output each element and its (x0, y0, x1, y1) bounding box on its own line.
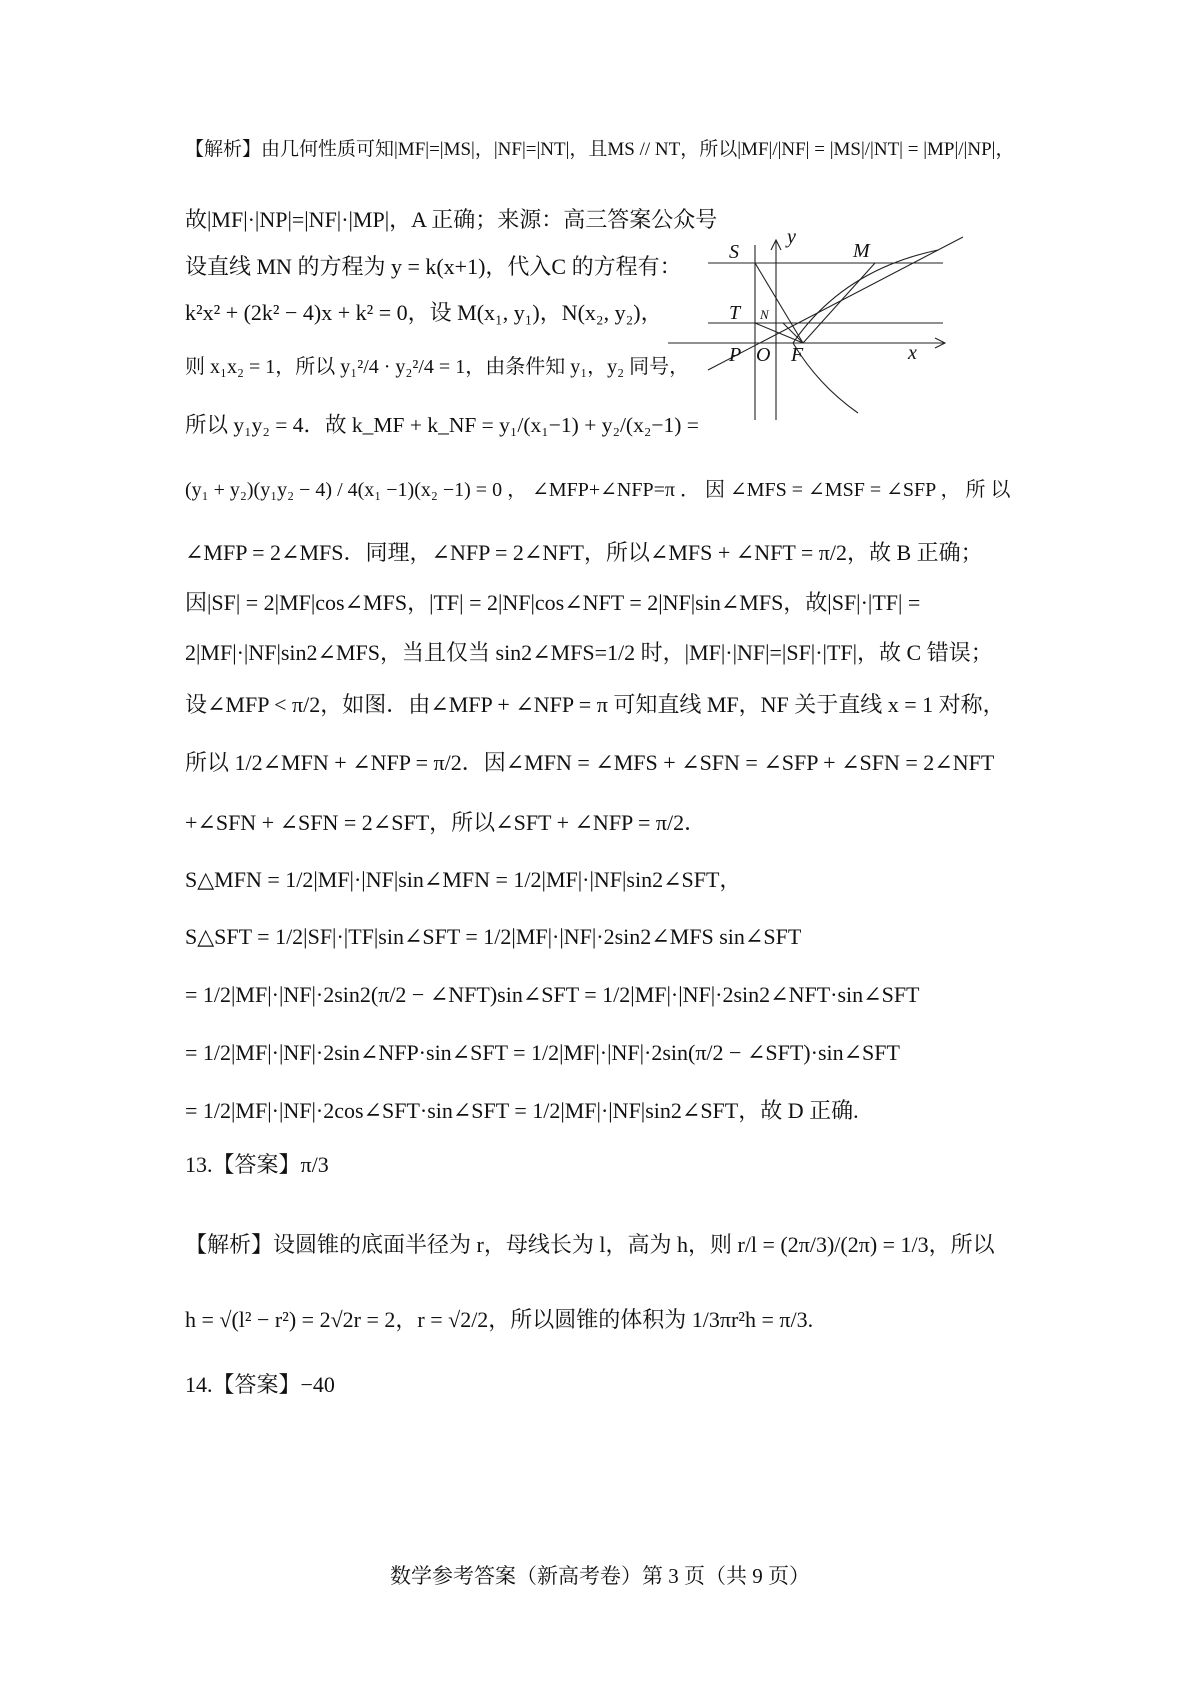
line-19 (185, 1230, 995, 1260)
line-6-text: (y₁ + y₂)(y₁y₂ − 4) / 4(x₁ −1)(x₂ −1) = 0 ， ∠MFP+∠NFP=π ． 因 ∠MFS = ∠MSF = ∠SFP ， 所 以 (185, 479, 1011, 501)
line-ft (755, 323, 803, 343)
line-17-text: = 1/2|MF|·|NF|·2cos∠SFT·sin∠SFT = 1/2|MF|·|NF|sin2∠SFT，故 D 正确. (185, 1098, 859, 1123)
line-9-text: 2|MF|·|NF|sin2∠MFS，当且仅当 sin2∠MFS=1/2 时，|MF|·|NF|=|SF|·|TF|，故 C 错误； (185, 640, 993, 665)
line-2 (185, 252, 682, 282)
line-0-text: 【解析】由几何性质可知|MF|=|MS|，|NF|=|NT|，且MS // NT，所以|MF|/|NF| = |MS|/|NT| = |MP|/|NP|， (185, 139, 1015, 160)
line-2-text: 设直线 MN 的方程为 y = k(x+1)，代入C 的方程有： (185, 254, 682, 279)
line-4-text: 则 x₁x₂ = 1，所以 y₁²/4 · y₂²/4 = 1，由条件知 y₁，y₂ 同号， (185, 356, 690, 378)
line-7-text: ∠MFP = 2∠MFS．同理，∠NFP = 2∠NFT，所以∠MFS + ∠NFT = π/2，故 B 正确； (185, 540, 983, 565)
line-5-text: 所以 y₁y₂ = 4．故 k_MF + k_NF = y₁/(x₁−1) + y₂/(x₂−1) = (185, 413, 699, 437)
line-5 (185, 410, 699, 440)
line-14 (185, 922, 801, 952)
label-p: P (729, 344, 742, 366)
parabola (793, 250, 938, 413)
line-20 (185, 1305, 813, 1335)
line-16 (185, 1038, 900, 1068)
line-11-text: 所以 1/2∠MFN + ∠NFP = π/2．因∠MFN = ∠MFS + ∠SFN = ∠SFP + ∠SFN = 2∠NFT (185, 750, 995, 775)
line-12-text: +∠SFN + ∠SFN = 2∠SFT，所以∠SFT + ∠NFP = π/2． (185, 810, 707, 835)
line-fs (755, 263, 803, 343)
line-21-text: 14.【答案】−40 (185, 1372, 335, 1397)
line-14-text: S△SFT = 1/2|SF|·|TF|sin∠SFT = 1/2|MF|·|NF|·2sin2∠MFS sin∠SFT (185, 924, 802, 949)
line-7 (185, 538, 983, 568)
page-footer: 数学参考答案（新高考卷）第 3 页（共 9 页） (390, 1564, 810, 1588)
line-8-text: 因|SF| = 2|MF|cos∠MFS，|TF| = 2|NF|cos∠NFT = 2|NF|sin∠MFS，故|SF|·|TF| = (185, 590, 921, 615)
label-n: N (760, 307, 769, 322)
label-t: T (729, 302, 741, 324)
label-m: M (853, 240, 870, 262)
line-17 (185, 1096, 859, 1126)
line-16-text: = 1/2|MF|·|NF|·2sin∠NFP·sin∠SFT = 1/2|MF|·|NF|·2sin(π/2 − ∠SFT)·sin∠SFT (185, 1040, 900, 1065)
line-15-text: = 1/2|MF|·|NF|·2sin2(π/2 − ∠NFT)sin∠SFT = 1/2|MF|·|NF|·2sin2∠NFT·sin∠SFT (185, 982, 920, 1007)
label-x: x (908, 342, 917, 364)
line-0 (185, 135, 1014, 165)
line-15 (185, 980, 920, 1010)
line-20-text: h = √(l² − r²) = 2√2r = 2，r = √2/2，所以圆锥的体积为 1/3πr²h = π/3. (185, 1307, 814, 1332)
line-18 (185, 1150, 329, 1180)
label-o: O (756, 344, 771, 366)
line-21 (185, 1370, 335, 1400)
line-fm (803, 263, 875, 343)
line-6 (185, 475, 1010, 505)
line-19-text: 【解析】设圆锥的底面半径为 r，母线长为 l，高为 h，则 r/l = (2π/3)/(2π) = 1/3，所以 (185, 1232, 995, 1257)
line-1 (185, 205, 717, 235)
line-3 (185, 298, 663, 328)
line-10-text: 设∠MFP < π/2，如图．由∠MFP + ∠NFP = π 可知直线 MF，NF 关于直线 x = 1 对称， (185, 692, 1005, 717)
line-9 (185, 638, 993, 668)
line-1-text: 故|MF|·|NP|=|NF|·|MP|，A 正确；来源：高三答案公众号 (185, 207, 718, 232)
line-3-text: k²x² + (2k² − 4)x + k² = 0，设 M(x₁, y₁)，N(x₂, y₂)， (185, 300, 663, 325)
label-s: S (729, 241, 739, 263)
line-4 (185, 352, 689, 382)
line-13 (185, 865, 741, 895)
label-y: y (787, 226, 796, 248)
line-18-text: 13.【答案】π/3 (185, 1152, 329, 1177)
line-13-text: S△MFN = 1/2|MF|·|NF|sin∠MFN = 1/2|MF|·|NF|sin2∠SFT， (185, 867, 742, 892)
line-pm (708, 237, 963, 370)
line-12 (185, 808, 706, 838)
line-11 (185, 748, 994, 778)
line-10 (185, 690, 1005, 720)
line-8 (185, 588, 920, 618)
parabola-figure (723, 226, 983, 435)
label-f: F (791, 344, 804, 366)
